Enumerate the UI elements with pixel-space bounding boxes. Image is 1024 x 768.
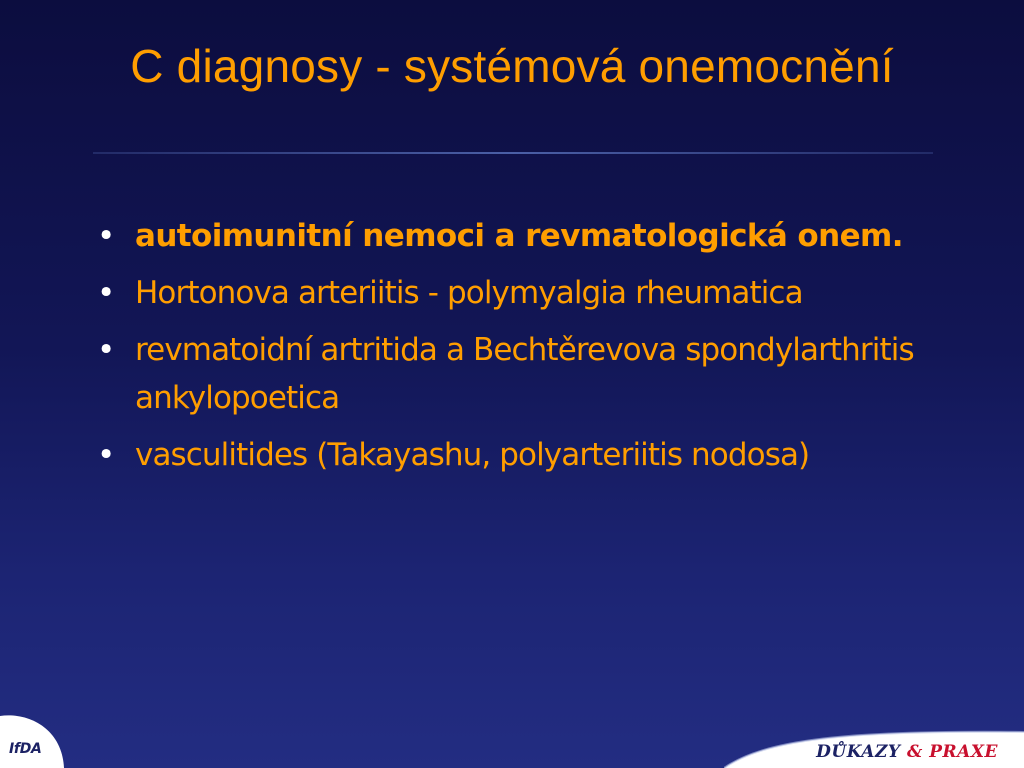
brand-part2: PRAXE xyxy=(929,742,998,762)
title-divider xyxy=(93,152,933,154)
bullet-text: vasculitides (Takayashu, polyarteriitis nodosa) xyxy=(135,437,810,473)
slide-title: C diagnosy - systémová onemocnění xyxy=(130,40,894,92)
ifda-logo xyxy=(0,710,66,768)
bullet-text: revmatoidní artritida a Bechtěrevova spondylarthritis ankylopoetica xyxy=(135,332,914,416)
logo-text: IfDA xyxy=(9,741,42,757)
bullet-item xyxy=(97,431,957,479)
brand-ampersand: & xyxy=(906,742,923,762)
bullet-item xyxy=(97,269,957,317)
bullet-marker: • xyxy=(97,218,115,254)
logo-badge-shape xyxy=(0,710,66,768)
bullet-list xyxy=(97,212,957,488)
bullet-item xyxy=(97,212,957,260)
bullet-text: autoimunitní nemoci a revmatologická onem. xyxy=(135,218,903,254)
brand-part1: DŮKAZY xyxy=(816,742,901,762)
bullet-marker: • xyxy=(97,437,115,473)
bullet-marker: • xyxy=(97,275,115,311)
bullet-marker: • xyxy=(97,332,115,368)
bullet-item xyxy=(97,326,957,422)
footer-brand-text xyxy=(816,742,998,762)
bullet-text: Hortonova arteriitis - polymyalgia rheumatica xyxy=(135,275,803,311)
